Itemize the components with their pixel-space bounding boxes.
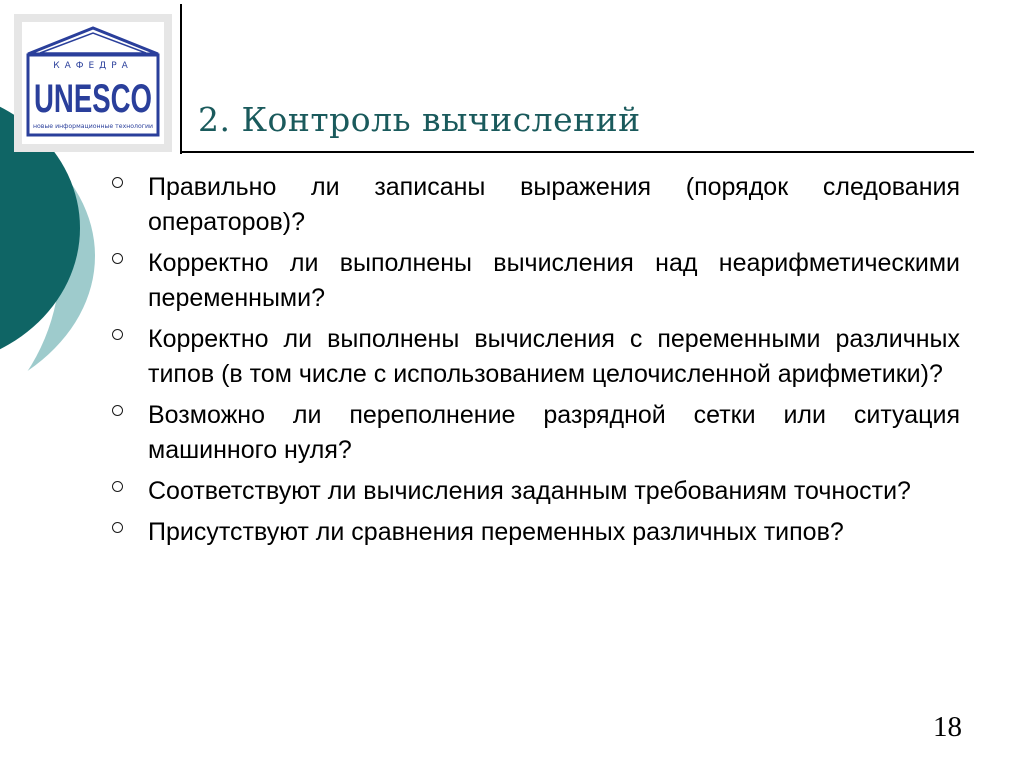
bullet-item (108, 515, 960, 550)
slide-title: 2. Контроль вычислений (198, 100, 641, 139)
bullet-text: Правильно ли записаны выражения (порядок следования операторов)? (148, 173, 960, 236)
bullet-item (108, 170, 960, 240)
bullet-circle-icon (112, 177, 123, 188)
bullet-circle-icon (112, 405, 123, 416)
logo-top-text: КАФЕДРА (53, 61, 133, 71)
bullet-item (108, 322, 960, 392)
bullet-item (108, 474, 960, 509)
unesco-logo (14, 14, 172, 152)
bullet-list (108, 170, 960, 556)
bullet-text: Корректно ли выполнены вычисления с переменными различных типов (в том числе с использованием целочисленной арифметики)? (148, 325, 960, 388)
bullet-circle-icon (112, 329, 123, 340)
title-horizontal-divider (180, 151, 974, 153)
bullet-circle-icon (112, 522, 123, 533)
bullet-text: Возможно ли переполнение разрядной сетки или ситуация машинного нуля? (148, 401, 960, 464)
logo-name: UNESCO (34, 77, 152, 121)
logo-emblem (22, 22, 164, 144)
bullet-circle-icon (112, 253, 123, 264)
title-vertical-divider (180, 4, 182, 154)
logo-panel (22, 22, 164, 144)
bullet-text: Присутствуют ли сравнения переменных различных типов? (148, 518, 844, 546)
bullet-item (108, 398, 960, 468)
bullet-text: Соответствуют ли вычисления заданным требованиям точности? (148, 477, 911, 505)
bullet-item (108, 246, 960, 316)
bullet-circle-icon (112, 481, 123, 492)
page-number: 18 (933, 711, 962, 743)
bullet-text: Корректно ли выполнены вычисления над неарифметическими переменными? (148, 249, 960, 312)
logo-bottom-text: новые информационные технологии (33, 122, 153, 130)
